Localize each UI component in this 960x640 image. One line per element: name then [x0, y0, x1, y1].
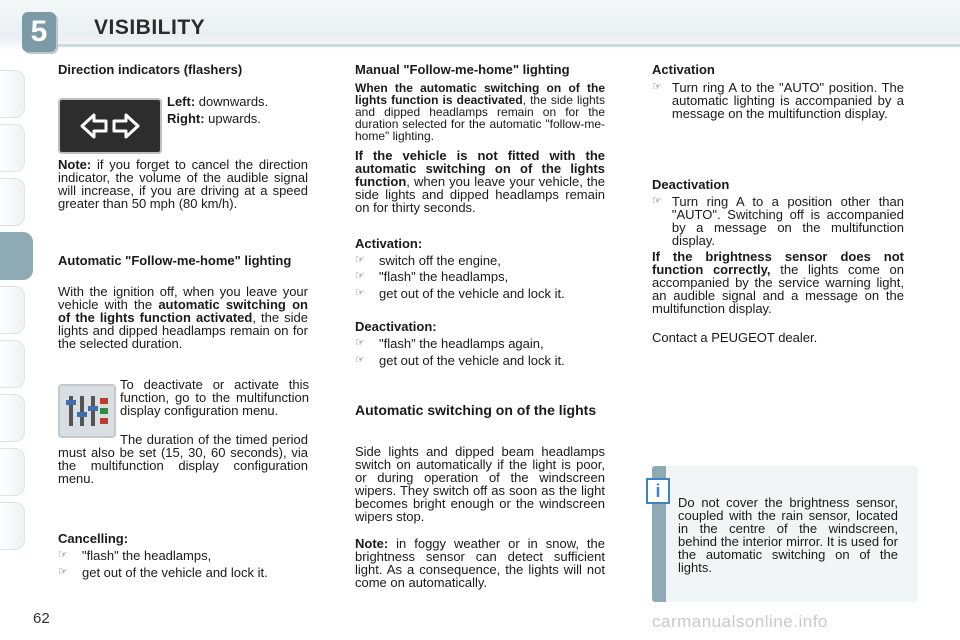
note-label: Note: [355, 536, 389, 551]
chapter-tab[interactable] [0, 70, 25, 118]
contact-dealer: Contact a PEUGEOT dealer. [652, 330, 818, 345]
list-item [355, 337, 610, 350]
activation-heading-ring: Activation [652, 62, 715, 77]
right-text: upwards. [208, 111, 261, 126]
auto-switching-heading: Automatic switching on of the lights [355, 402, 597, 418]
list-item [355, 354, 610, 367]
hand-pointer-icon: ☞ [355, 254, 365, 266]
sensor-fault-paragraph [652, 250, 904, 315]
left-text: downwards. [198, 94, 269, 109]
chapter-tab[interactable] [0, 394, 25, 442]
chapter-tab-active[interactable] [0, 232, 33, 280]
list-item [58, 566, 313, 579]
info-text: Do not cover the brightness sensor, coupled with the rain sensor, located in the centre of the windscreen, behind the interior mirror. It is used for the automatic switching on of the lights. [678, 495, 898, 575]
activation-heading: Activation: [355, 236, 423, 251]
auto-bold: automatic switching on of the lights function activated [58, 297, 308, 325]
hand-pointer-icon: ☞ [355, 270, 365, 282]
list-item [355, 287, 610, 300]
deactivation-item-2: get out of the vehicle and lock it. [379, 353, 565, 368]
chapter-tab[interactable] [0, 502, 25, 550]
deactivation-heading: Deactivation: [355, 319, 437, 334]
duration-instructions: The duration of the timed period must also be set (15, 30, 60 seconds), via the multifunction display configuration menu. [58, 432, 308, 486]
hand-pointer-icon: ☞ [58, 566, 68, 578]
sensor-fault-text: the lights come on accompanied by the service warning light, an audible signal and a message on the multifunction display. [652, 262, 904, 316]
configuration-menu-icon [58, 384, 116, 438]
activation-item-3: get out of the vehicle and lock it. [379, 286, 565, 301]
manual-bold: When the automatic switching on of the lights function is deactivated [355, 81, 605, 107]
hand-pointer-icon: ☞ [652, 195, 662, 207]
chapter-tab[interactable] [0, 448, 25, 496]
watermark: carmanualsonline.info [652, 612, 828, 631]
direction-indicators-heading: Direction indicators (flashers) [58, 62, 243, 77]
manual-paragraph [355, 82, 605, 142]
deactivation-item-1: "flash" the headlamps again, [379, 336, 544, 351]
note-text: if you forget to cancel the direction indicator, the volume of the audible signal will increase, if you are driving at a speed greater than 50 mph (80 km/h). [58, 157, 308, 211]
auto-text-a: With the ignition off, when you leave your vehicle with the [58, 284, 308, 312]
note-label: Note: [58, 157, 92, 172]
auto-follow-me-home-heading: Automatic "Follow-me-home" lighting [58, 253, 292, 268]
manual-follow-me-home-heading: Manual "Follow-me-home" lighting [355, 62, 570, 77]
not-fitted-text: , when you leave your vehicle, the side lights and dipped headlamps remain on for thirty seconds. [355, 174, 605, 215]
chapter-tab[interactable] [0, 340, 25, 388]
list-item [58, 549, 313, 562]
right-indicator-line [167, 112, 317, 125]
chapter-tabs [0, 70, 36, 556]
hand-pointer-icon: ☞ [355, 337, 365, 349]
header-divider [52, 44, 960, 47]
note-paragraph [58, 158, 308, 210]
deactivation-ring-item: Turn ring A to a position other than "AUTO". Switching off is accompanied by a message on the multifunction display. [671, 194, 904, 248]
activation-item-2: "flash" the headlamps, [379, 269, 509, 284]
auto-switching-paragraph: Side lights and dipped beam headlamps switch on automatically if the light is poor, or during operation of the windscreen wipers. They switch off as soon as the light becomes bright enough or the windscreen wipers stop. [355, 444, 605, 524]
chapter-tab[interactable] [0, 286, 25, 334]
hand-pointer-icon: ☞ [58, 549, 68, 561]
not-fitted-bold: If the vehicle is not fitted with the automatic switching on of the lights function [355, 148, 605, 189]
page-title: VISIBILITY [94, 16, 206, 39]
hand-pointer-icon: ☞ [355, 354, 365, 366]
chapter-tab[interactable] [0, 178, 25, 226]
page-number: 62 [33, 610, 50, 627]
info-icon: i [646, 478, 670, 504]
fog-note-paragraph [355, 537, 605, 589]
activation-ring-item: Turn ring A to the "AUTO" position. The automatic lighting is accompanied by a message on the multifunction display. [671, 80, 904, 121]
auto-follow-me-home-paragraph [58, 285, 308, 350]
deactivation-heading-ring: Deactivation [652, 177, 730, 192]
list-item [652, 81, 904, 120]
sensor-fault-bold: If the brightness sensor does not function correctly, [652, 249, 904, 277]
note-text: in foggy weather or in snow, the brightness sensor can detect sufficient light. As a consequence, the lights will not come on automatically. [355, 536, 605, 590]
cancelling-item-2: get out of the vehicle and lock it. [82, 565, 268, 580]
left-label: Left: [167, 94, 196, 109]
right-label: Right: [167, 111, 205, 126]
not-fitted-paragraph [355, 149, 605, 214]
indicator-arrows-icon [58, 98, 162, 154]
chapter-tab[interactable] [0, 124, 25, 172]
cancelling-item-1: "flash" the headlamps, [82, 548, 212, 563]
left-indicator-line [167, 95, 317, 108]
auto-text-b: , the side lights and dipped headlamps remain on for the selected duration. [58, 310, 308, 351]
indicator-arrows-icon [78, 111, 142, 141]
activation-item-1: switch off the engine, [379, 253, 501, 268]
hand-pointer-icon: ☞ [652, 81, 662, 93]
list-item [355, 254, 610, 267]
configuration-menu-icon [60, 386, 114, 436]
hand-pointer-icon: ☞ [355, 287, 365, 299]
deactivate-instructions: To deactivate or activate this function, go to the multifunction display configuration menu. [120, 377, 309, 418]
list-item [652, 195, 904, 247]
cancelling-heading: Cancelling: [58, 531, 129, 546]
manual-text: , the side lights and dipped headlamps remain on for the duration selected for the automatic "follow-me-home" lighting. [355, 93, 605, 143]
list-item [355, 270, 610, 283]
chapter-badge: 5 [22, 12, 56, 52]
